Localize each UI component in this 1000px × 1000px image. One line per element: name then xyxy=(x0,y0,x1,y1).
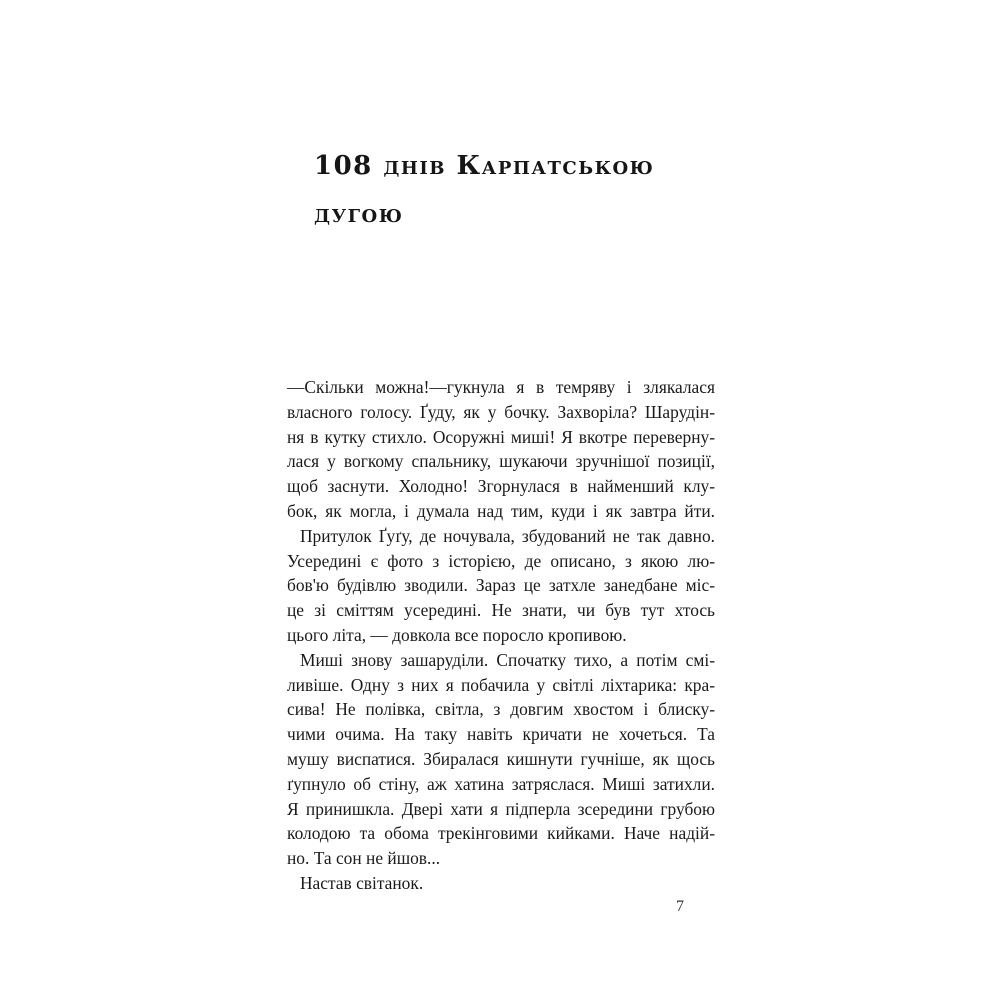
text-line: бов'ю будівлю зводили. Зараз це затхле занедбане міс- xyxy=(287,575,715,596)
text-line: Я принишкла. Двері хати я підперла зсередини грубою xyxy=(287,798,715,819)
text-line: ня в кутку стихло. Осоружні миші! Я вкотре переверну- xyxy=(287,426,715,447)
text-line: Миші знову зашаруділи. Спочатку тихо, а потім смі- xyxy=(300,649,715,670)
text-line: но. Та сон не йшов... xyxy=(287,848,441,869)
text-line: мушу виспатися. Збиралася кишнути гучніше, як щось xyxy=(287,748,715,769)
text-line: бок, як могла, і думала над тим, куди і як завтра йти. xyxy=(287,500,715,521)
text-line: чими очима. На таку навіть кричати не хочеться. Та xyxy=(287,724,715,745)
text-line: колодою та обома трекінговими кийками. Наче надій- xyxy=(287,823,715,844)
text-line: сива! Не полівка, світла, з довгим хвостом і блиску- xyxy=(287,699,715,720)
text-line: власного голосу. Ґуду, як у бочку. Захворіла? Шарудін- xyxy=(287,401,715,422)
text-line: щоб заснути. Холодно! Згорнулася в найменший клу- xyxy=(287,476,715,497)
text-line: —Скільки можна!—гукнула я в темряву і злякалася xyxy=(287,377,715,397)
page-number: 7 xyxy=(676,898,684,915)
text-line: Усередині є фото з історією, де описано, з якою лю- xyxy=(287,550,715,571)
chapter-title xyxy=(314,142,714,238)
text-line: ливіше. Одну з них я побачила у світлі ліхтарика: кра- xyxy=(287,674,715,695)
text-line: це зі сміттям усередині. Не знати, чи був тут хтось xyxy=(287,600,715,621)
chapter-title-line: дугою xyxy=(314,199,404,229)
chapter-title-line: 108 днів Карпатською xyxy=(314,151,655,181)
text-line: Притулок Ґуґу, де ночувала, збудований не так давно. xyxy=(300,525,715,546)
text-line: ґупнуло об стіну, аж хатина затряслася. Миші затихли. xyxy=(287,773,715,794)
text-line: лася у вогкому спальнику, шукаючи зручнішої позиції, xyxy=(287,451,715,472)
body-text xyxy=(287,375,715,896)
text-line: цього літа, — довкола все поросло кропивою. xyxy=(287,624,627,645)
text-line: Настав світанок. xyxy=(300,872,424,893)
